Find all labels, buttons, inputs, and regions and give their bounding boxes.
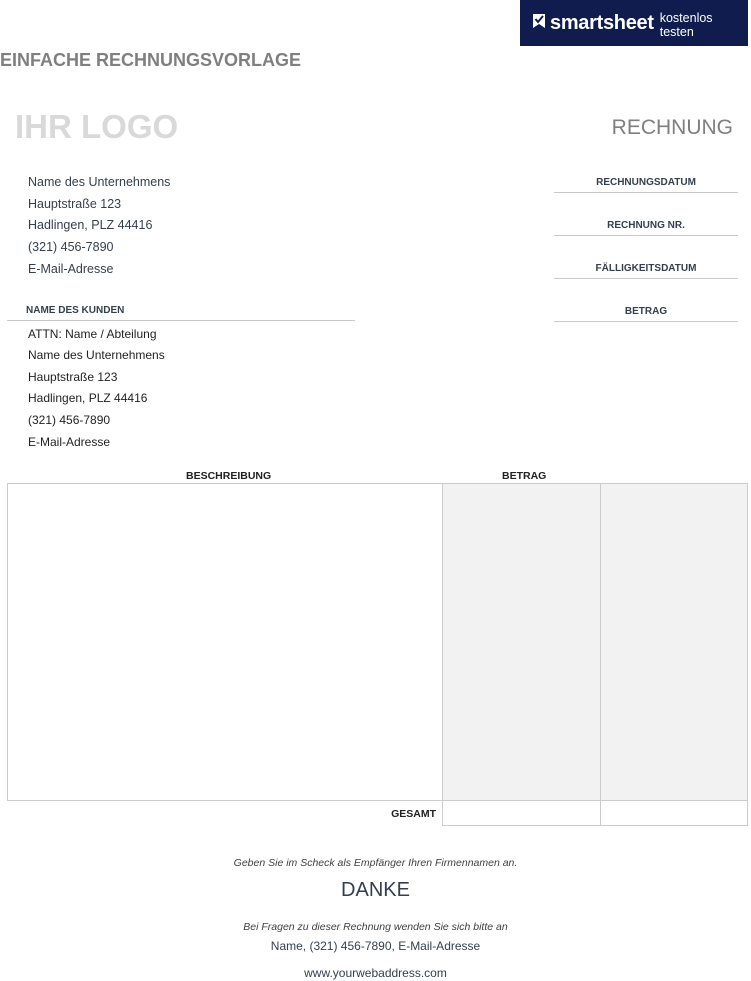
smartsheet-logo-icon: [532, 13, 546, 34]
amount-field[interactable]: [554, 301, 738, 322]
line-items-table: [7, 483, 748, 826]
company-phone[interactable]: (321) 456-7890: [28, 240, 114, 254]
company-email[interactable]: E-Mail-Adresse: [28, 262, 114, 276]
company-name[interactable]: Name des Unternehmens: [28, 175, 171, 189]
total-amount-cell[interactable]: [442, 800, 601, 826]
total-extra-cell[interactable]: [600, 800, 748, 826]
company-street[interactable]: Hauptstraße 123: [28, 197, 122, 211]
customer-street[interactable]: Hauptstraße 123: [28, 370, 118, 384]
contact-line: Name, (321) 456-7890, E-Mail-Adresse: [270, 939, 481, 953]
amount-column-header: BETRAG: [502, 470, 547, 482]
amount-cell[interactable]: [442, 483, 601, 801]
website-link[interactable]: www.yourwebaddress.com: [304, 966, 447, 980]
questions-note: Bei Fragen zu dieser Rechnung wenden Sie sich bitte an: [243, 921, 508, 933]
due-date-field[interactable]: [554, 258, 738, 279]
thanks-text: DANKE: [341, 879, 410, 901]
description-cell[interactable]: [7, 483, 443, 801]
check-note: Geben Sie im Scheck als Empfänger Ihren Firmennamen an.: [233, 857, 518, 869]
banner-cta: kostenlos testen: [659, 10, 713, 39]
invoice-date-field[interactable]: [554, 172, 738, 193]
invoice-date-label: RECHNUNGSDATUM: [596, 176, 696, 188]
total-label-cell: [7, 801, 443, 826]
customer-heading: NAME DES KUNDEN: [26, 305, 125, 316]
amount-label: BETRAG: [624, 305, 668, 317]
description-column-header: BESCHREIBUNG: [186, 470, 272, 482]
smartsheet-trial-banner[interactable]: [520, 0, 748, 46]
total-label: GESAMT: [391, 807, 436, 820]
customer-email[interactable]: E-Mail-Adresse: [28, 435, 111, 449]
banner-brand: smartsheet: [550, 11, 654, 34]
customer-company[interactable]: Name des Unternehmens: [28, 348, 165, 362]
invoice-number-field[interactable]: [554, 215, 738, 236]
due-date-label: FÄLLIGKEITSDATUM: [595, 262, 697, 274]
invoice-title: RECHNUNG: [611, 116, 733, 139]
extra-amount-cell[interactable]: [600, 483, 748, 801]
customer-heading-row: [7, 301, 355, 321]
logo-placeholder[interactable]: IHR LOGO: [15, 108, 179, 145]
customer-phone[interactable]: (321) 456-7890: [28, 413, 111, 427]
invoice-number-label: RECHNUNG NR.: [607, 219, 685, 231]
customer-city[interactable]: Hadlingen, PLZ 44416: [28, 391, 148, 405]
customer-attn[interactable]: ATTN: Name / Abteilung: [28, 327, 157, 341]
company-city[interactable]: Hadlingen, PLZ 44416: [28, 218, 153, 232]
document-title: EINFACHE RECHNUNGSVORLAGE: [0, 50, 302, 70]
